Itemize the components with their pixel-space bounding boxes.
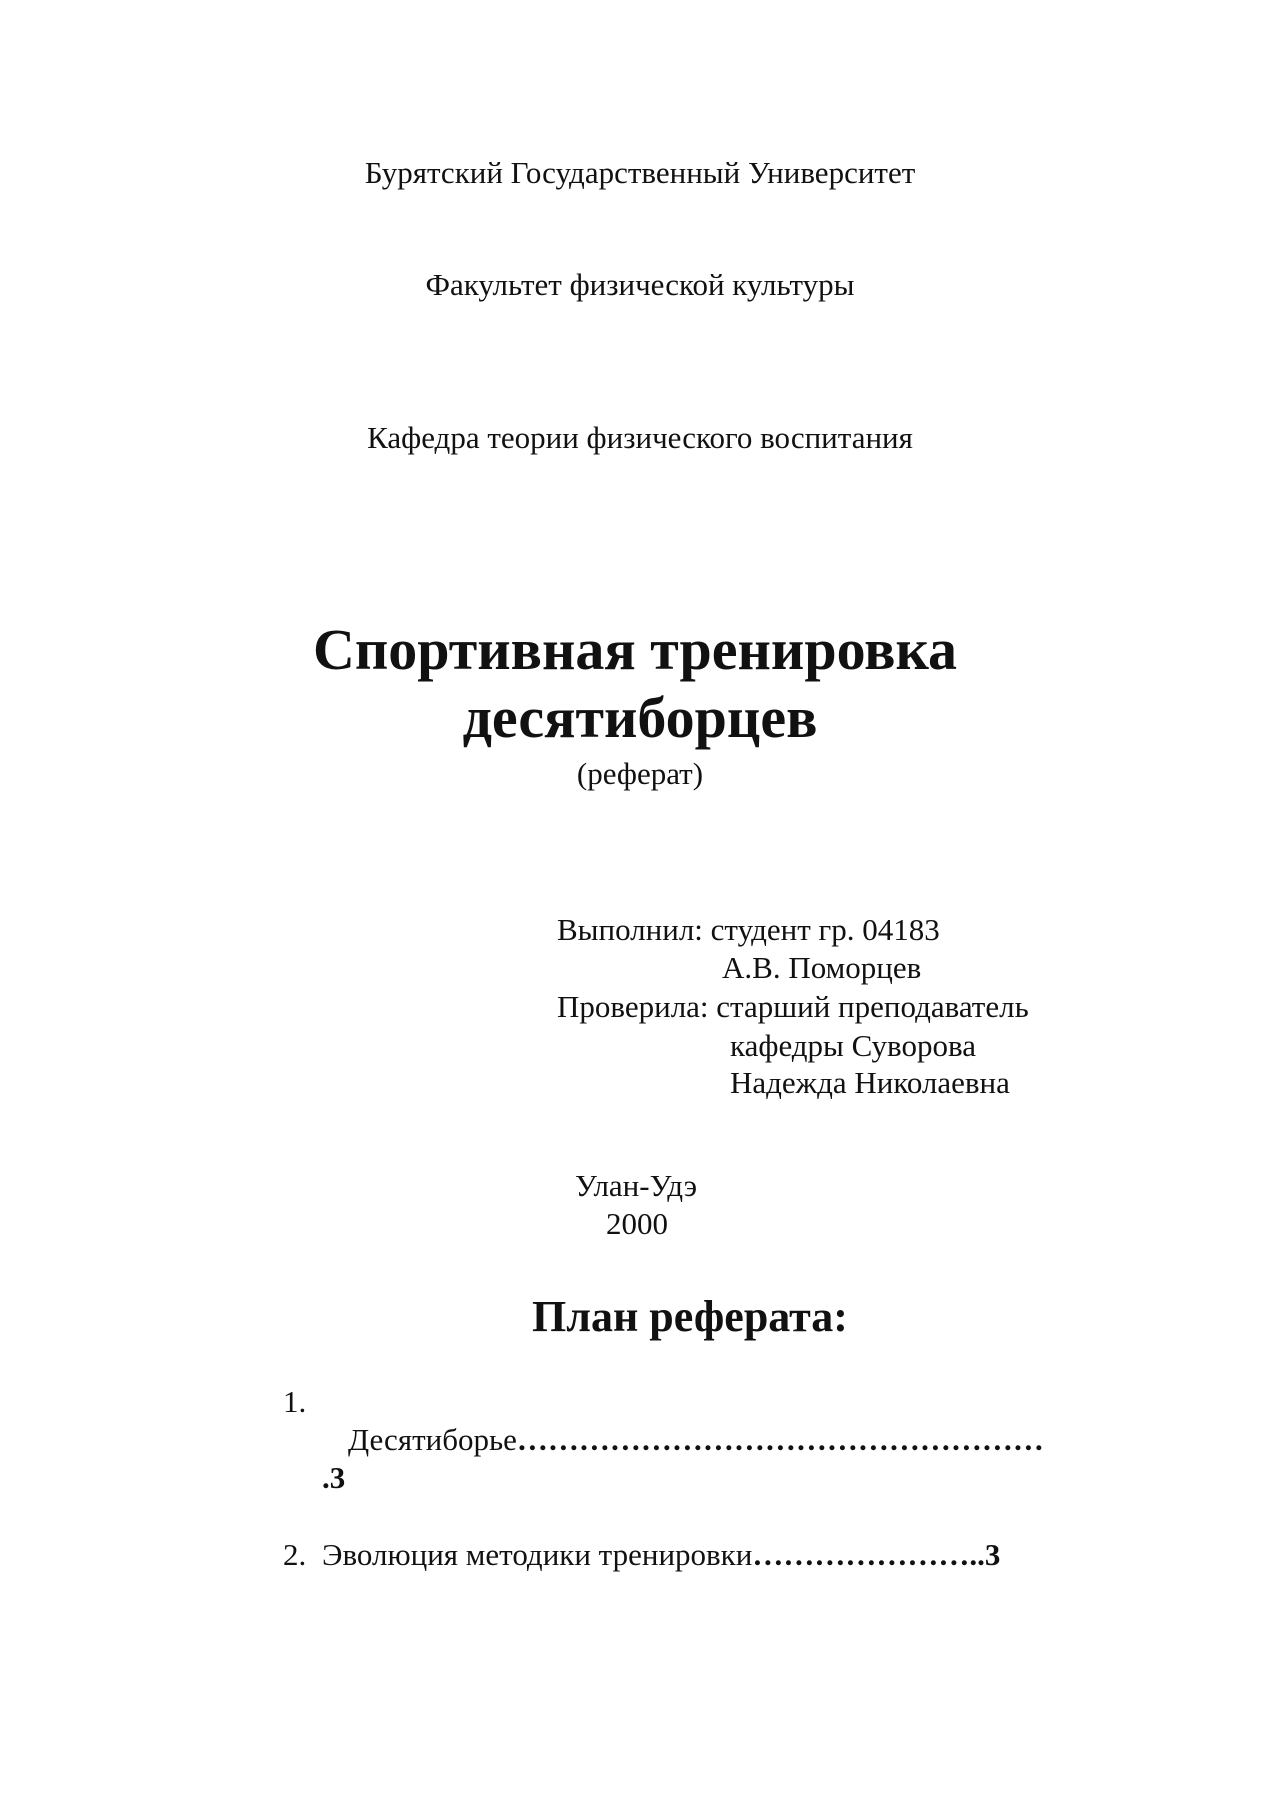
document-subtitle: (реферат) — [576, 756, 704, 791]
document-title-line1: Спортивная тренировка — [312, 617, 958, 682]
plan-item-number: 1. — [283, 1384, 307, 1419]
checked-by-name: Надежда Николаевна — [730, 1065, 1010, 1100]
plan-item-page: .3 — [322, 1460, 346, 1495]
city: Улан-Удэ — [575, 1168, 698, 1203]
university-name: Бурятский Государственный Университет — [364, 155, 916, 190]
plan-item-leader-dots: ………………….. — [752, 1537, 985, 1572]
department-name: Кафедра теории физического воспитания — [367, 420, 913, 455]
plan-item-text — [348, 1422, 1044, 1458]
performed-by-label: Выполнил: студент гр. 04183 — [557, 912, 940, 947]
performed-by-name: А.В. Поморцев — [722, 950, 922, 985]
document-title-line2: десятиборцев — [462, 685, 818, 750]
faculty-name: Факультет физической культуры — [425, 267, 855, 302]
plan-item-title: Десятиборье — [348, 1422, 517, 1457]
plan-title: План реферата: — [532, 1292, 848, 1341]
year: 2000 — [606, 1206, 668, 1241]
plan-item-leader-dots: …………………………………………… — [516, 1422, 1044, 1457]
plan-item-number: 2. — [283, 1537, 307, 1572]
plan-item-title: Эволюция методики тренировки — [322, 1537, 753, 1572]
checked-by-label: Проверила: старший преподаватель — [557, 989, 1029, 1024]
plan-item-text — [322, 1537, 1000, 1573]
checked-by-department: кафедры Суворова — [730, 1028, 976, 1063]
plan-item-page: 3 — [984, 1537, 1001, 1572]
